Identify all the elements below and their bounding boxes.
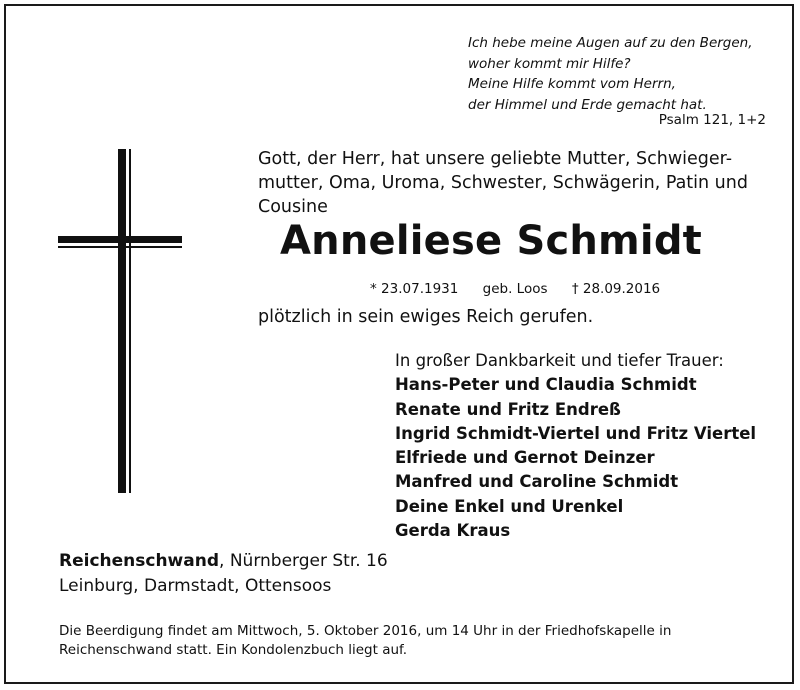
mourner-name: Deine Enkel und Urenkel	[395, 496, 624, 516]
psalm-verse	[468, 33, 768, 115]
funeral-notice	[59, 622, 779, 660]
mourners-list	[395, 349, 785, 543]
latin-cross-icon	[58, 149, 188, 494]
mourner-name: Gerda Kraus	[395, 521, 511, 541]
address-street: , Nürnberger Str. 16	[219, 551, 388, 571]
verse-source: Psalm 121, 1+2	[658, 112, 766, 128]
intro-text	[258, 147, 758, 219]
mourner-name: Renate und Fritz Endreß	[395, 399, 621, 419]
mourner-name: Hans-Peter und Claudia Schmidt	[395, 375, 697, 395]
intro-line: Cousine	[258, 197, 328, 217]
address-town: Reichenschwand	[59, 551, 220, 571]
deceased-name: Anneliese Schmidt	[280, 218, 702, 264]
birth-date: * 23.07.1931	[370, 281, 459, 297]
life-dates	[370, 281, 680, 297]
family-address	[59, 549, 388, 599]
mourner-name: Ingrid Schmidt-Viertel und Fritz Viertel	[395, 423, 757, 443]
called-text: plötzlich in sein ewiges Reich gerufen.	[258, 307, 594, 327]
verse-line: Ich hebe meine Augen auf zu den Bergen,	[468, 35, 753, 51]
mourner-name: Elfriede und Gernot Deinzer	[395, 448, 655, 468]
maiden-name: geb. Loos	[482, 281, 548, 297]
intro-line: Gott, der Herr, hat unsere geliebte Mutter, Schwieger-	[258, 149, 733, 169]
address-line-1	[59, 549, 388, 574]
funeral-line-2: Reichenschwand statt. Ein Kondolenzbuch liegt auf.	[59, 642, 408, 658]
verse-line: woher kommt mir Hilfe?	[468, 55, 631, 72]
address-line-2: Leinburg, Darmstadt, Ottensoos	[59, 576, 332, 596]
funeral-line-1: Die Beerdigung findet am Mittwoch, 5. Oktober 2016, um 14 Uhr in der Friedhofskapelle in	[59, 623, 672, 639]
verse-line: der Himmel und Erde gemacht hat.	[468, 96, 707, 113]
verse-line: Meine Hilfe kommt vom Herrn,	[468, 76, 676, 92]
mourner-name: Manfred und Caroline Schmidt	[395, 472, 679, 492]
intro-line: mutter, Oma, Uroma, Schwester, Schwägerin, Patin und	[258, 173, 748, 193]
death-date: † 28.09.2016	[571, 281, 661, 297]
mourners-heading: In großer Dankbarkeit und tiefer Trauer:	[395, 351, 724, 370]
